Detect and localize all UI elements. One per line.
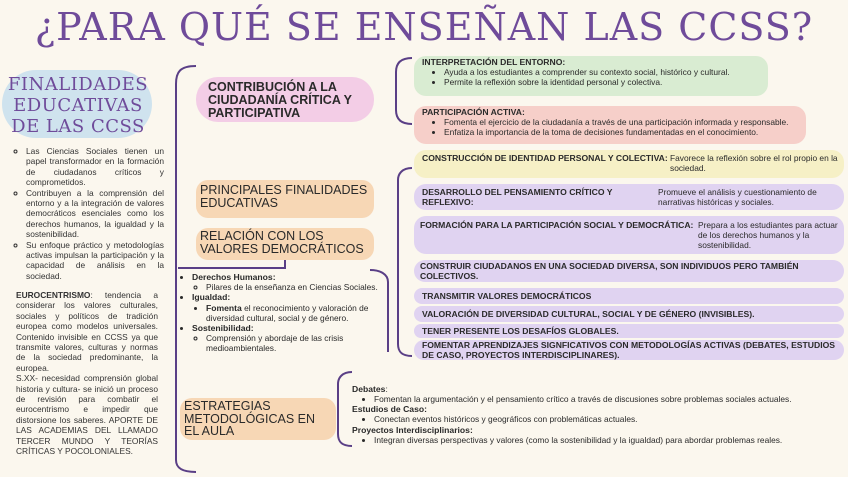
finalidad-desc: Promueve el análisis y cuestionamiento de narrativas históricas y sociales.	[658, 187, 817, 208]
list-item: ◦ Las Ciencias Sociales tienen un papel transformador en la formación de ciudadanos críticos y comprometidos.	[26, 146, 164, 188]
eurocentrismo-text: : tendencia a considerar los valores culturales, sociales y políticos de tradición europea como modelos universales. Contenido invisible en CCSS ya que transmite valores, culturas y normas de la sociedad predominante, la europea.	[16, 290, 158, 373]
metodo-item: Proyectos Interdisciplinarios:	[352, 424, 473, 435]
finalidad-title: DESARROLLO DEL PENSAMIENTO CRÍTICO Y REFLEXIVO:	[422, 187, 613, 207]
purple-item: FOMENTAR APRENDIZAJES SIGNFICATIVOS CON METODOLOGÍAS ACTIVAS (DEBATES, ESTUDIOS DE CASO, PROYECTOS INTERDISCIPLINARES).	[414, 340, 844, 360]
finalidad-row-1	[414, 150, 844, 178]
list-item: • Enfatiza la importancia de la toma de decisiones fundamentadas en el conocimiento.	[444, 127, 798, 137]
principales-box: PRINCIPALES FINALIDADES EDUCATIVAS	[196, 180, 374, 218]
valores-list	[182, 272, 388, 354]
finalidades-bracket	[398, 168, 412, 356]
purple-item: VALORACIÓN DE DIVERSIDAD CULTURAL, SOCIAL Y DE GÉNERO (INVISIBLES).	[414, 306, 844, 322]
list-item: • Integran diversas perspectivas y valores (como la sostenibilidad y la igualdad) para abordar problemas reales.	[374, 435, 822, 445]
contribucion-box: CONTRIBUCIÓN A LA CIUDADANÍA CRÍTICA Y PARTICIPATIVA	[196, 77, 374, 122]
metodos-list	[352, 384, 822, 445]
finalidad-title: FORMACIÓN PARA LA PARTICIPACIÓN SOCIAL Y DEMOCRÁTICA:	[420, 220, 694, 230]
contribucion-bracket	[396, 58, 412, 124]
list-item: • Ayuda a los estudiantes a comprender su contexto social, histórico y cultural.	[444, 67, 760, 77]
list-item: ◦ Contribuyen a la comprensión del entorno y a la integración de valores democráticos esenciales como los derechos humanos, la igualdad y la sostenibilidad.	[26, 188, 164, 240]
eurocentrismo-term: EUROCENTRISMO	[16, 290, 91, 300]
list-item: • Permite la reflexión sobre la identidad personal y colectiva.	[444, 77, 760, 87]
list-item: • Fomenta el reconocimiento y valoración de diversidad cultural, social y de género.	[206, 303, 388, 323]
list-item: ◦ Comprensión y abordaje de las crisis medioambientales.	[206, 333, 388, 353]
purple-item: CONSTRUIR CIUDADANOS EN UNA SOCIEDAD DIVERSA, SON INDIVIDUOS PERO TAMBIÉN COLECTIVOS.	[414, 260, 844, 282]
page-title: ¿PARA QUÉ SE ENSEÑAN LAS CCSS?	[34, 5, 814, 49]
estrategias-box: ESTRATEGIAS METODOLÓGICAS EN EL AULA	[180, 398, 336, 440]
finalidad-row-3	[414, 216, 844, 254]
list-item: ◦ Pilares de la enseñanza en Ciencias Sociales.	[206, 282, 388, 292]
interpretacion-title: INTERPRETACIÓN DEL ENTORNO:	[422, 57, 566, 67]
eurocentrismo-block	[16, 290, 158, 457]
eurocentrismo-text2: S.XX- necesidad comprensión global historia y cultura- se inició un proceso de revisión para combatir el eurocentrismo e impedir que distorsione los saberes. APORTE DE LAS ACADEMIAS DEL LLAMADO TERCER MUNDO Y TEORÍAS CRÍTICAS Y POCOLONIALES.	[16, 373, 158, 457]
metodo-item: Estudios de Caso:	[352, 404, 427, 415]
interpretacion-box	[414, 56, 768, 96]
list-item: ◦ Su enfoque práctico y metodologías activas impulsan la participación y la capacidad de análisis en la sociedad.	[26, 240, 164, 282]
participacion-box	[414, 106, 806, 144]
purple-item: TRANSMITIR VALORES DEMOCRÁTICOS	[414, 288, 844, 304]
left-bullets	[4, 146, 164, 281]
list-item: • Igualdad: • Fomenta el reconocimiento y valoración de diversidad cultural, social y de género.	[192, 292, 388, 323]
finalidad-desc: Prepara a los estudiantes para actuar de los derechos humanos y la sostenibilidad.	[698, 220, 838, 251]
list-item: • Conectan eventos históricos y geográficos con problemáticas actuales.	[374, 414, 822, 424]
finalidad-row-2	[414, 184, 844, 210]
metodo-item: Debates:	[352, 384, 388, 394]
purple-item: TENER PRESENTE LOS DESAFÍOS GLOBALES.	[414, 324, 844, 338]
finalidad-title: CONSTRUCCIÓN DE IDENTIDAD PERSONAL Y COLECTIVA:	[422, 153, 668, 163]
finalidad-desc: Favorece la reflexión sobre el rol propio en la sociedad.	[670, 153, 838, 174]
list-item: • Fomenta el ejercicio de la ciudadanía a través de una participación informada y responsable.	[444, 117, 798, 127]
list-item: • Sostenibilidad: ◦ Comprensión y abordaje de las crisis medioambientales.	[192, 323, 388, 354]
participacion-title: PARTICIPACIÓN ACTIVA:	[422, 107, 525, 117]
list-item: • Derechos Humanos: ◦ Pilares de la enseñanza en Ciencias Sociales.	[192, 272, 388, 292]
estrategias-bracket	[338, 372, 352, 446]
list-item: • Fomentan la argumentación y el pensamiento crítico a través de discusiones sobre problemas sociales actuales.	[374, 394, 822, 404]
relacion-box: RELACIÓN CON LOS VALORES DEMOCRÁTICOS	[196, 228, 374, 260]
finalidades-title: FINALIDADES EDUCATIVAS DE LAS CCSS	[7, 74, 149, 137]
